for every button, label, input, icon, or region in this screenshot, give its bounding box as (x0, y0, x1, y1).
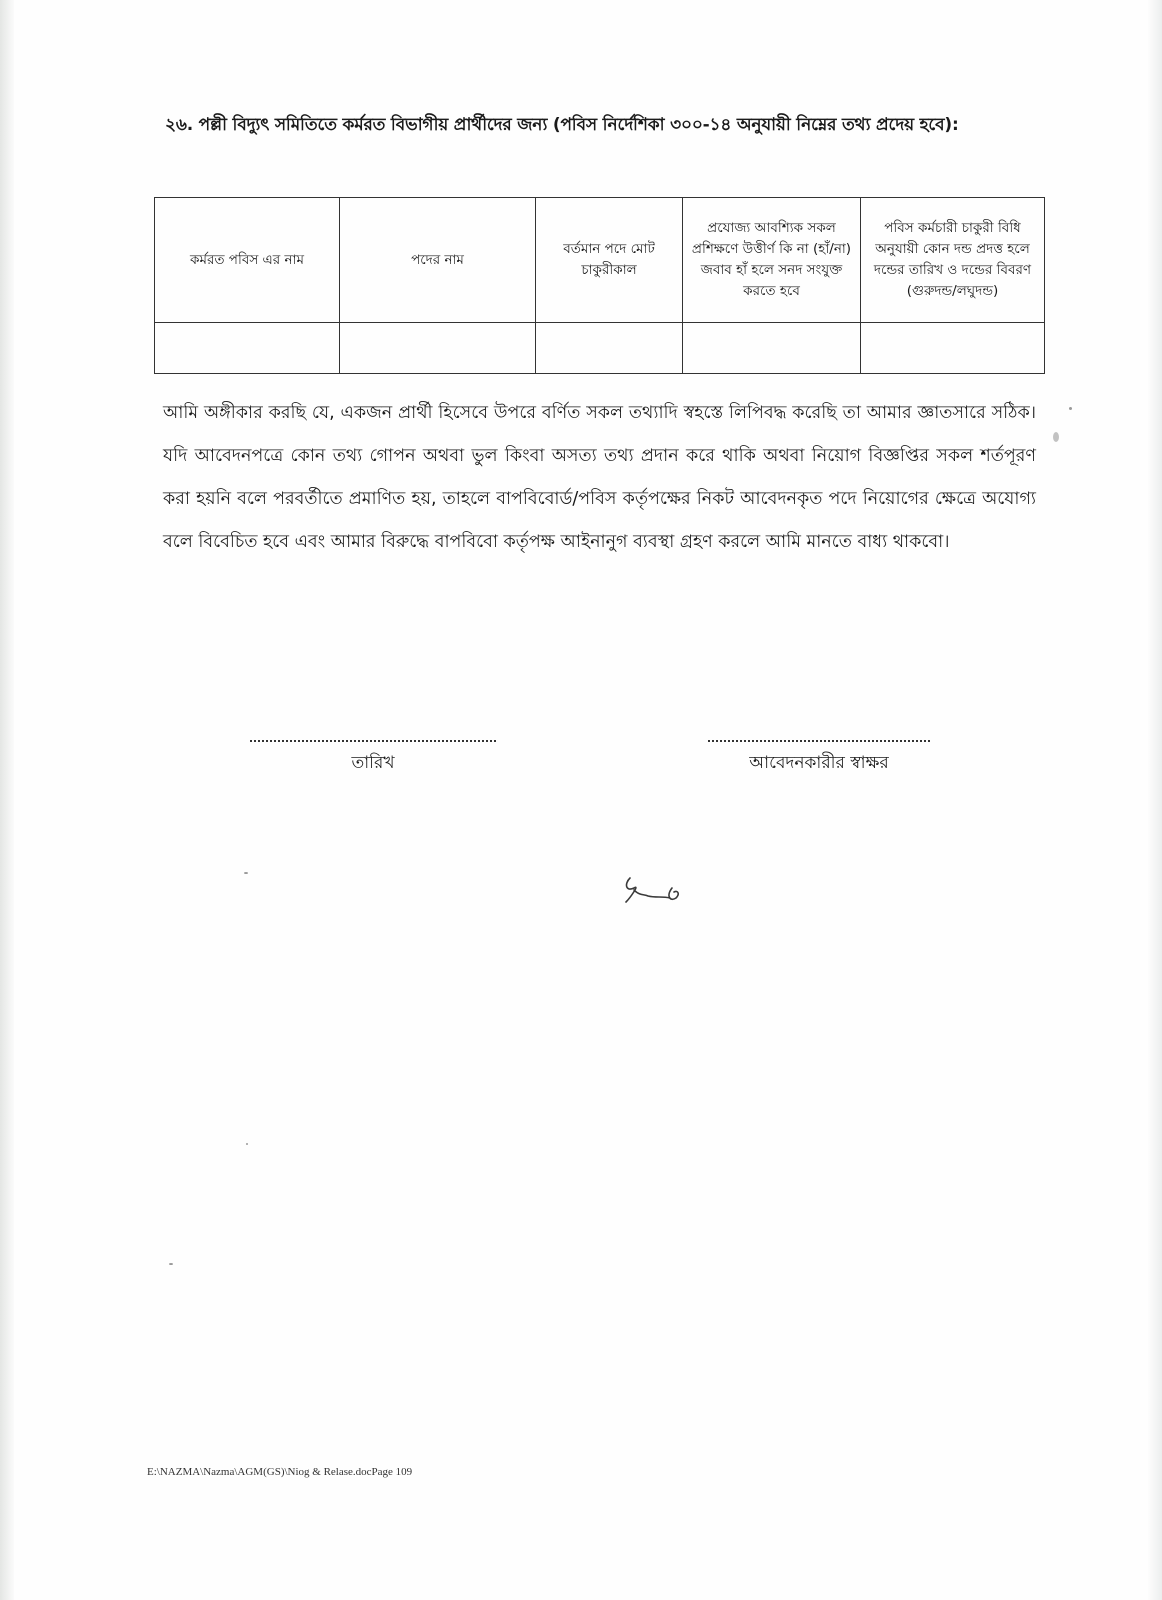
scan-speck (169, 1263, 173, 1265)
header-service-length: বর্তমান পদে মোট চাকুরীকাল (536, 198, 683, 323)
date-dotted-line (250, 730, 496, 742)
header-penalty-details: পবিস কর্মচারী চাকুরী বিধি অনুযায়ী কোন দন্ড প্রদত্ত হলে দন্ডের তারিখ ও দন্ডের বিবরণ (গুরুদন্ড/লঘুদন্ড) (861, 198, 1045, 323)
date-label: তারিখ (351, 753, 395, 773)
header-samity-name: কর্মরত পবিস এর নাম (155, 198, 340, 323)
applicant-signature-label: আবেদনকারীর স্বাক্ষর (749, 753, 889, 773)
scan-left-edge (0, 0, 14, 1600)
header-post-name: পদের নাম (340, 198, 536, 323)
initials-stroke (626, 878, 678, 902)
scan-right-edge (1148, 0, 1162, 1600)
applicant-dotted-line (708, 730, 930, 742)
scan-speck (246, 1143, 248, 1145)
scan-speck (1053, 432, 1059, 442)
table-cell (536, 323, 683, 374)
handwritten-initials (622, 872, 692, 908)
applicant-signature-block (708, 730, 930, 778)
header-training-status: প্রযোজ্য আবশ্যিক সকল প্রশিক্ষণে উত্তীর্ণ কি না (হাঁ/না) জবাব হাঁ হলে সনদ সংযুক্ত করতে হবে (683, 198, 861, 323)
info-table (154, 197, 1045, 374)
declaration-paragraph: আমি অঙ্গীকার করছি যে, একজন প্রার্থী হিসেবে উপরে বর্ণিত সকল তথ্যাদি স্বহস্তে লিপিবদ্ধ করেছি তা আমার জ্ঞাতসারে সঠিক। যদি আবেদনপত্রে কোন তথ্য গোপন অথবা ভুল কিংবা অসত্য তথ্য প্রদান করে থাকি অথবা নিয়োগ বিজ্ঞপ্তির সকল শর্তপূরণ করা হয়নি বলে পরবর্তীতে প্রমাণিত হয়, তাহলে বাপবিবোর্ড/পবিস কর্তৃপক্ষের নিকট আবেদনকৃত পদে নিয়োগের ক্ষেত্রে অযোগ্য বলে বিবেচিত হবে এবং আমার বিরুদ্ধে বাপবিবো কর্তৃপক্ষ আইনানুগ ব্যবস্থা গ্রহণ করলে আমি মানতে বাধ্য থাকবো। (163, 403, 1036, 552)
table-row (155, 323, 1045, 374)
scan-speck (1069, 407, 1072, 410)
table-cell (861, 323, 1045, 374)
table-cell (155, 323, 340, 374)
section-heading: ২৬. পল্লী বিদ্যুৎ সমিতিতে কর্মরত বিভাগীয় প্রার্থীদের জন্য (পবিস নির্দেশিকা ৩০০-১৪ অনুযায়ী নিম্নের তথ্য প্রদেয় হবে): (165, 115, 959, 135)
table-cell (683, 323, 861, 374)
table-cell (340, 323, 536, 374)
footer-file-path: E:\NAZMA\Nazma\AGM(GS)\Niog & Relase.docPage 109 (147, 1466, 413, 1478)
scan-speck (244, 872, 248, 874)
table-header-row (155, 198, 1045, 323)
date-signature-block (250, 730, 496, 778)
